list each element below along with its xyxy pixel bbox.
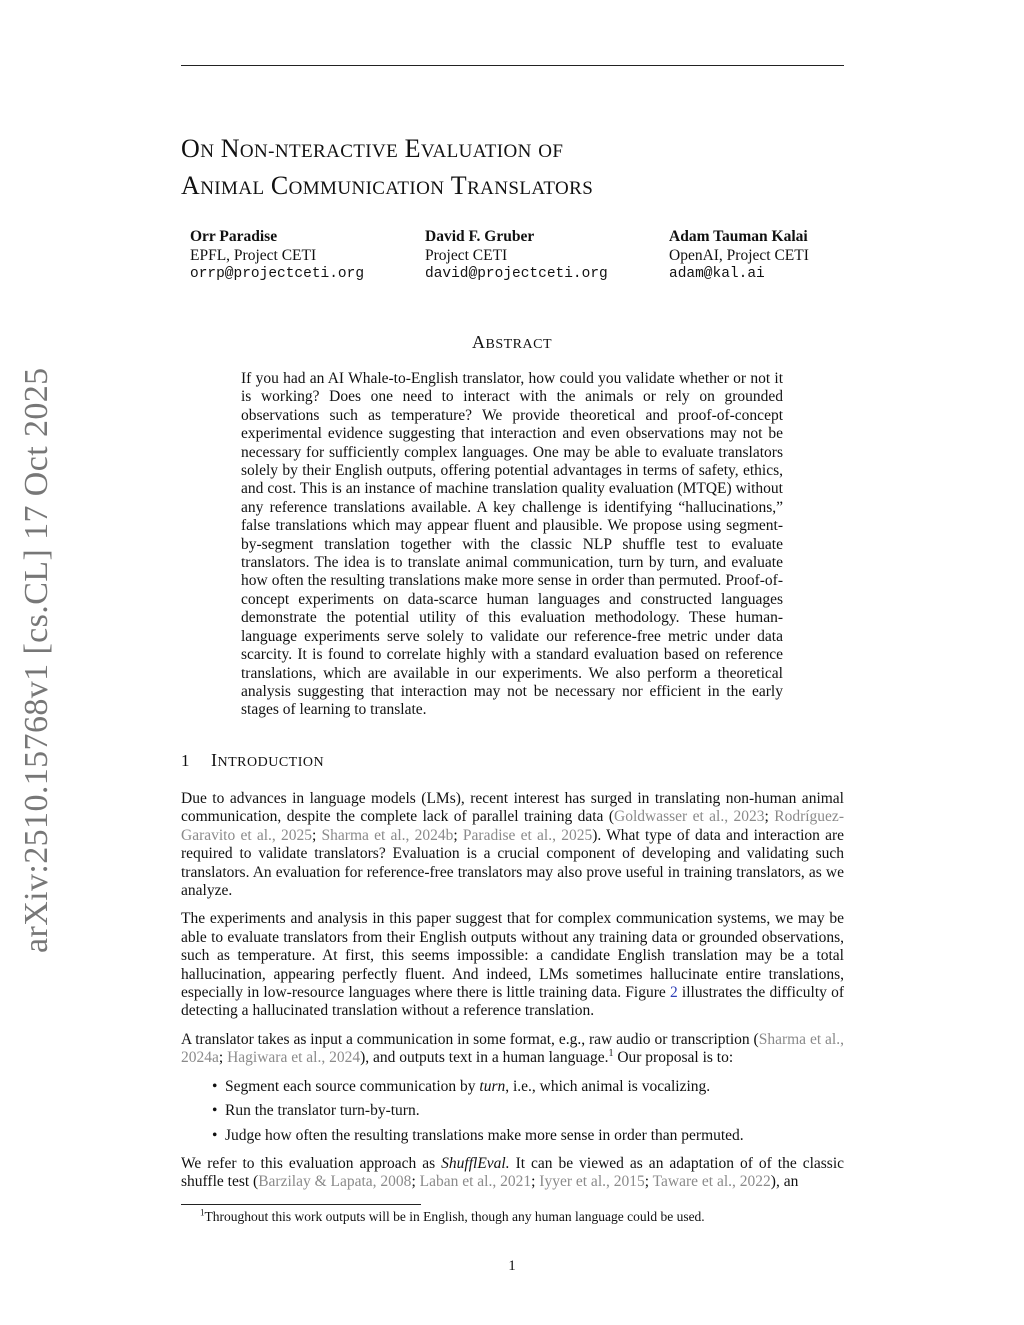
author-email[interactable]: david@projectceti.org <box>425 266 608 282</box>
figure-reference-link[interactable]: 2 <box>669 984 678 1002</box>
author-3 <box>669 227 809 284</box>
list-item: • Run the translator turn-by-turn. <box>225 1102 844 1120</box>
author-1 <box>190 227 364 284</box>
author-name: Orr Paradise <box>190 228 278 245</box>
list-item: • Segment each source communication by turn, i.e., which animal is vocalizing. <box>225 1078 844 1096</box>
abstract-text: If you had an AI Whale-to-English translator, how could you validate whether or not it is working? Does one need to interact with the animals or rely on grounded observations such as temperature? We provide theoretical and proof-of-concept experimental evidence suggesting that interaction and even observations may not be necessary for sufficiently complex languages. One may be able to evaluate translators solely by their English outputs, offering potential advantages in terms of safety, ethics, and cost. This is an instance of machine translation quality evaluation (MTQE) without any reference translations available. A key challenge is identifying “hallucinations,” false translations which may appear fluent and plausible. We propose using segment-by-segment translation together with the classic NLP shuffle test to evaluate translators. The idea is to translate animal communication, turn by turn, and evaluate how often the resulting translations make more sense in order than permuted. Proof-of-concept experiments on data-scarce human languages and constructed languages demonstrate the potential utility of this evaluation methodology. These human-language experiments serve solely to validate our reference-free metric under data scarcity. It is found to correlate highly with a standard evaluation based on reference translations, which are available in our experiments. We also perform a theoretical analysis suggesting that interaction may not be necessary nor efficient in the early stages of learning to translate. <box>241 370 783 719</box>
citation-link[interactable]: Hagiwara et al., 2024 <box>227 1049 361 1067</box>
abstract-heading: ABSTRACT <box>471 332 552 352</box>
introduction-body <box>181 790 844 1202</box>
author-2 <box>425 227 608 284</box>
author-affiliation: EPFL, Project CETI <box>190 247 317 264</box>
author-affiliation: Project CETI <box>425 247 508 264</box>
paragraph: The experiments and analysis in this paper suggest that for complex communication systems, we may be able to evaluate translators from their English outputs without any training data or grounded observations, such as temperature. At first, this seems impossible: a candidate English translation may be a total hallucination, appearing perfectly fluent. And indeed, LMs sometimes hallucinate entire translations, especially in low-resource languages where there is little training data. Figure 2 illustrates the difficulty of detecting a hallucinated translation without a reference translation. <box>181 910 844 1020</box>
citation-link[interactable]: Iyyer et al., 2015 <box>539 1173 645 1191</box>
author-name: David F. Gruber <box>425 228 535 245</box>
list-item: • Judge how often the resulting translations make more sense in order than permuted. <box>225 1127 844 1145</box>
citation-link[interactable]: Paradise et al., 2025 <box>462 826 593 844</box>
title-line-2: ANIMAL COMMUNICATION TRANSLATORS <box>181 171 594 200</box>
author-email[interactable]: orrp@projectceti.org <box>190 266 365 282</box>
citation-link[interactable]: Goldwasser et al., 2023 <box>614 808 765 826</box>
proposal-list <box>181 1078 844 1145</box>
author-email[interactable]: adam@kal.ai <box>669 266 765 282</box>
citation-link[interactable]: Taware et al., 2022 <box>652 1173 771 1191</box>
citation-link[interactable]: Laban et al., 2021 <box>419 1173 532 1191</box>
paragraph: A translator takes as input a communication in some format, e.g., raw audio or transcription (Sharma et al., 2024a; Hagiwara et al., 2024), and outputs text in a human language.$^1$ Our proposal is to: <box>181 1030 844 1067</box>
citation-link[interactable]: Rodríguez-Garavito et al., 2025 <box>181 808 844 844</box>
paragraph: Due to advances in language models (LMs), recent interest has surged in translating non-human animal communication, despite the complete lack of parallel training data (Goldwasser et al., 2023; Rodríguez-Garavito et al., 2025; Sharma et al., 2024b; Paradise et al., 2025). What type of data and interaction are required to validate translators? Evaluation is a crucial component of developing and validating such translators. An evaluation for reference-free translators may also prove useful in training translators, as we analyze. <box>181 790 845 900</box>
top-rule <box>181 65 844 66</box>
title-line-1: ON NON-NTERACTIVE EVALUATION OF <box>181 134 564 163</box>
footnote-mark[interactable]: 1 <box>608 1048 614 1060</box>
section-heading-introduction: 1 INTRODUCTION <box>181 750 325 770</box>
author-name: Adam Tauman Kalai <box>669 228 808 245</box>
citation-link[interactable]: Barzilay & Lapata, 2008 <box>258 1173 412 1191</box>
footnote: $^1$Throughout this work outputs will be in English, though any human language could be used. <box>200 1207 705 1224</box>
paper-title <box>181 132 844 206</box>
arxiv-stamp: arXiv:2510.15768v1 [cs.CL] 17 Oct 2025 <box>18 367 55 953</box>
citation-link[interactable]: Sharma et al., 2024b <box>321 826 454 844</box>
footnote-rule <box>181 1204 421 1205</box>
author-affiliation: OpenAI, Project CETI <box>669 247 809 264</box>
paragraph: We refer to this evaluation approach as ShufflEval. It can be viewed as an adaptation of of the classic shuffle test (Barzilay & Lapata, 2008; Laban et al., 2021; Iyyer et al., 2015; Taware et al., 2022), an <box>181 1154 845 1191</box>
citation-link[interactable]: Sharma et al., 2024a <box>181 1030 844 1067</box>
page-number: 1 <box>508 1258 516 1274</box>
